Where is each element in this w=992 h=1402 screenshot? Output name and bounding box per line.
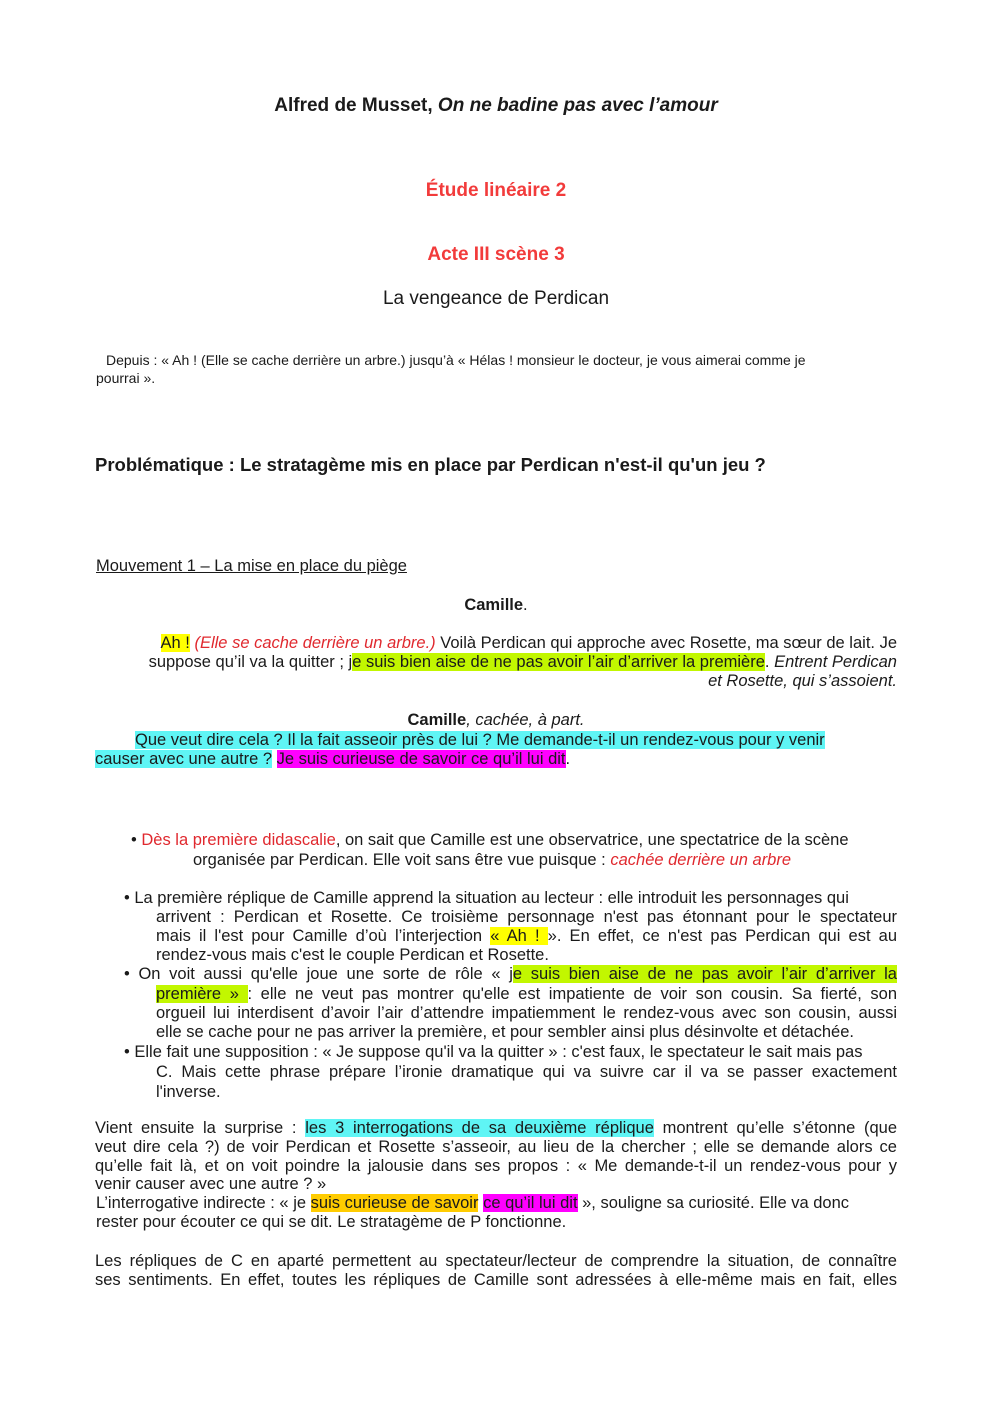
bullet-2-l3-a: mais il l'est pour Camille d’où l’interjection: [156, 927, 483, 945]
bullet-2-line-4: rendez-vous mais c'est le couple Perdican et Rosette.: [156, 946, 549, 964]
document-title: [0, 96, 992, 115]
subtitle: La vengeance de Perdican: [382, 288, 610, 309]
bullet-1-l2-red: cachée derrière un arbre: [610, 851, 792, 869]
extract-line-2-dot: .: [764, 653, 770, 671]
extract-line-2-start: suppose qu’il va la quitter ; j: [148, 653, 353, 671]
question-dot: .: [565, 750, 571, 768]
para-1-l1-a: Vient ensuite la surprise :: [95, 1119, 297, 1137]
bullet-2-line-3: [156, 927, 897, 946]
bullet-1-line-1: [131, 831, 849, 850]
highlight-curieuse: Je suis curieuse de savoir ce qu’il lui dit: [276, 750, 566, 768]
para-1-line-6: rester pour écouter ce qui se dit. Le stratagème de P fonctionne.: [96, 1213, 567, 1231]
para-1-line-3: qu’elle fait là, et on voit poindre la jalousie dans ses propos : « Me demande-t-il un rendez-vous pour y: [95, 1157, 897, 1175]
para-1-line-4: venir causer avec une autre ? »: [95, 1175, 327, 1193]
extract-range-line2: pourrai ».: [96, 370, 156, 386]
bullet-2-l3-b: ». En effet, ce n'est pas Perdican qui est au: [547, 927, 898, 945]
bullet-3-line-4: elle se cache pour ne pas arriver la première, et pour sembler ainsi plus désinvolte et détachée.: [156, 1023, 854, 1041]
highlight-role-end: première »: [156, 985, 248, 1003]
bullet-4-line-1: • Elle fait une supposition : « Je suppose qu'il va la quitter » : c'est faux, le spectateur le sait mais pas: [124, 1043, 863, 1061]
para-2-line-1: Les répliques de C en aparté permettent au spectateur/lecteur de comprendre la situation, de connaître: [95, 1252, 897, 1270]
bullet-2-line-2: arrivent : Perdican et Rosette. Ce troisième personnage n'est pas étonnant pour le spectateur: [156, 908, 897, 926]
bullet-1-red: Dès la première didascalie: [141, 831, 336, 849]
bullet-1-l2: organisée par Perdican. Elle voit sans être vue puisque :: [193, 851, 606, 869]
para-2-line-2: ses sentiments. En effet, toutes les répliques de Camille sont adressées à elle-même mais en fait, elles: [95, 1271, 897, 1289]
para-1-l1-b: montrent qu’elle s’étonne (que: [662, 1119, 898, 1137]
speaker-dot: .: [523, 596, 528, 614]
speaker-name: Camille: [464, 596, 524, 614]
speaker-camille-2: [0, 711, 992, 730]
movement-title: Mouvement 1 – La mise en place du piège: [96, 557, 407, 575]
para-1-line-1: [95, 1119, 897, 1138]
highlight-questions-end: causer avec une autre ?: [95, 750, 273, 768]
highlight-premiere: e suis bien aise de ne pas avoir l’air d’arriver la première: [352, 653, 765, 671]
highlight-interrogations: les 3 interrogations de sa deuxième réplique: [305, 1119, 654, 1137]
bullet-4-line-3: l'inverse.: [156, 1083, 221, 1101]
bullet-3-line-1: [124, 965, 897, 984]
bullet-3-l1-a: • On voit aussi qu'elle joue une sorte de rôle « j: [124, 965, 513, 983]
bullet-2-line-1: • La première réplique de Camille apprend la situation au lecteur : elle introduit les personnages qui: [124, 889, 849, 907]
study-title: Étude linéaire 2: [425, 180, 567, 201]
problematique: Problématique : Le stratagème mis en place par Perdican n'est-il qu'un jeu ?: [95, 454, 766, 475]
didascalie: (Elle se cache derrière un arbre.): [189, 634, 436, 652]
highlight-questions: Que veut dire cela ? Il la fait asseoir près de lui ? Me demande-t-il un rendez-vous pour y venir: [135, 731, 825, 749]
bullet-1-line-2: [193, 851, 791, 870]
question-line-2: [95, 750, 570, 769]
stage-direction: Entrent Perdican: [769, 653, 897, 671]
extract-line-3: et Rosette, qui s’assoient.: [708, 672, 897, 690]
para-1-l5-a: L’interrogative indirecte : « je: [96, 1194, 307, 1212]
highlight-ce-qu-il-dit: ce qu’il lui dit: [483, 1194, 578, 1212]
para-1-line-2: veut dire cela ?) de voir Perdican et Rosette s’asseoir, au lieu de la chercher ; elle se demande alors ce: [95, 1138, 897, 1156]
bullet-1-rest: , on sait que Camille est une observatrice, une spectatrice de la scène: [335, 831, 849, 849]
question-line-1: [135, 731, 825, 750]
bullet-marker: •: [131, 831, 137, 849]
highlight-curieuse-orange: suis curieuse de savoir: [310, 1194, 479, 1212]
act-scene: Acte III scène 3: [427, 244, 565, 265]
speaker-name-2: Camille: [407, 711, 467, 729]
extract-range-line1: Depuis : « Ah ! (Elle se cache derrière un arbre.) jusqu’à « Hélas ! monsieur le docteur, je vous aimerai comme je: [106, 352, 806, 368]
highlight-role: e suis bien aise de ne pas avoir l’air d’arriver la: [512, 965, 897, 983]
bullet-3-line-2: [156, 985, 897, 1004]
extract-line-2: [149, 653, 897, 672]
speaker-direction: , cachée, à part.: [466, 711, 585, 729]
extract-line-1-rest: Voilà Perdican qui approche avec Rosette, ma sœur de lait. Je: [435, 634, 897, 652]
bullet-4-line-2: C. Mais cette phrase prépare l’ironie dramatique qui va suivre car il va se passer exactement: [156, 1063, 897, 1081]
para-1-line-5: [96, 1194, 849, 1213]
extract-line-1: [161, 634, 897, 653]
work-title: On ne badine pas avec l’amour: [432, 95, 718, 116]
highlight-ah-quote: « Ah !: [490, 927, 548, 945]
bullet-3-l2-b: : elle ne veut pas montrer qu'elle est impatiente de voir son cousin. Sa fierté, son: [247, 985, 897, 1003]
highlight-ah: Ah !: [160, 634, 190, 652]
bullet-3-line-3: orgueil lui interdisent d’avoir l’air d’attendre impatiemment le rendez-vous avec son cousin, aussi: [156, 1004, 897, 1022]
speaker-camille-1: [0, 596, 992, 615]
para-1-l5-b: », souligne sa curiosité. Elle va donc: [577, 1194, 850, 1212]
author: Alfred de Musset,: [274, 95, 433, 116]
